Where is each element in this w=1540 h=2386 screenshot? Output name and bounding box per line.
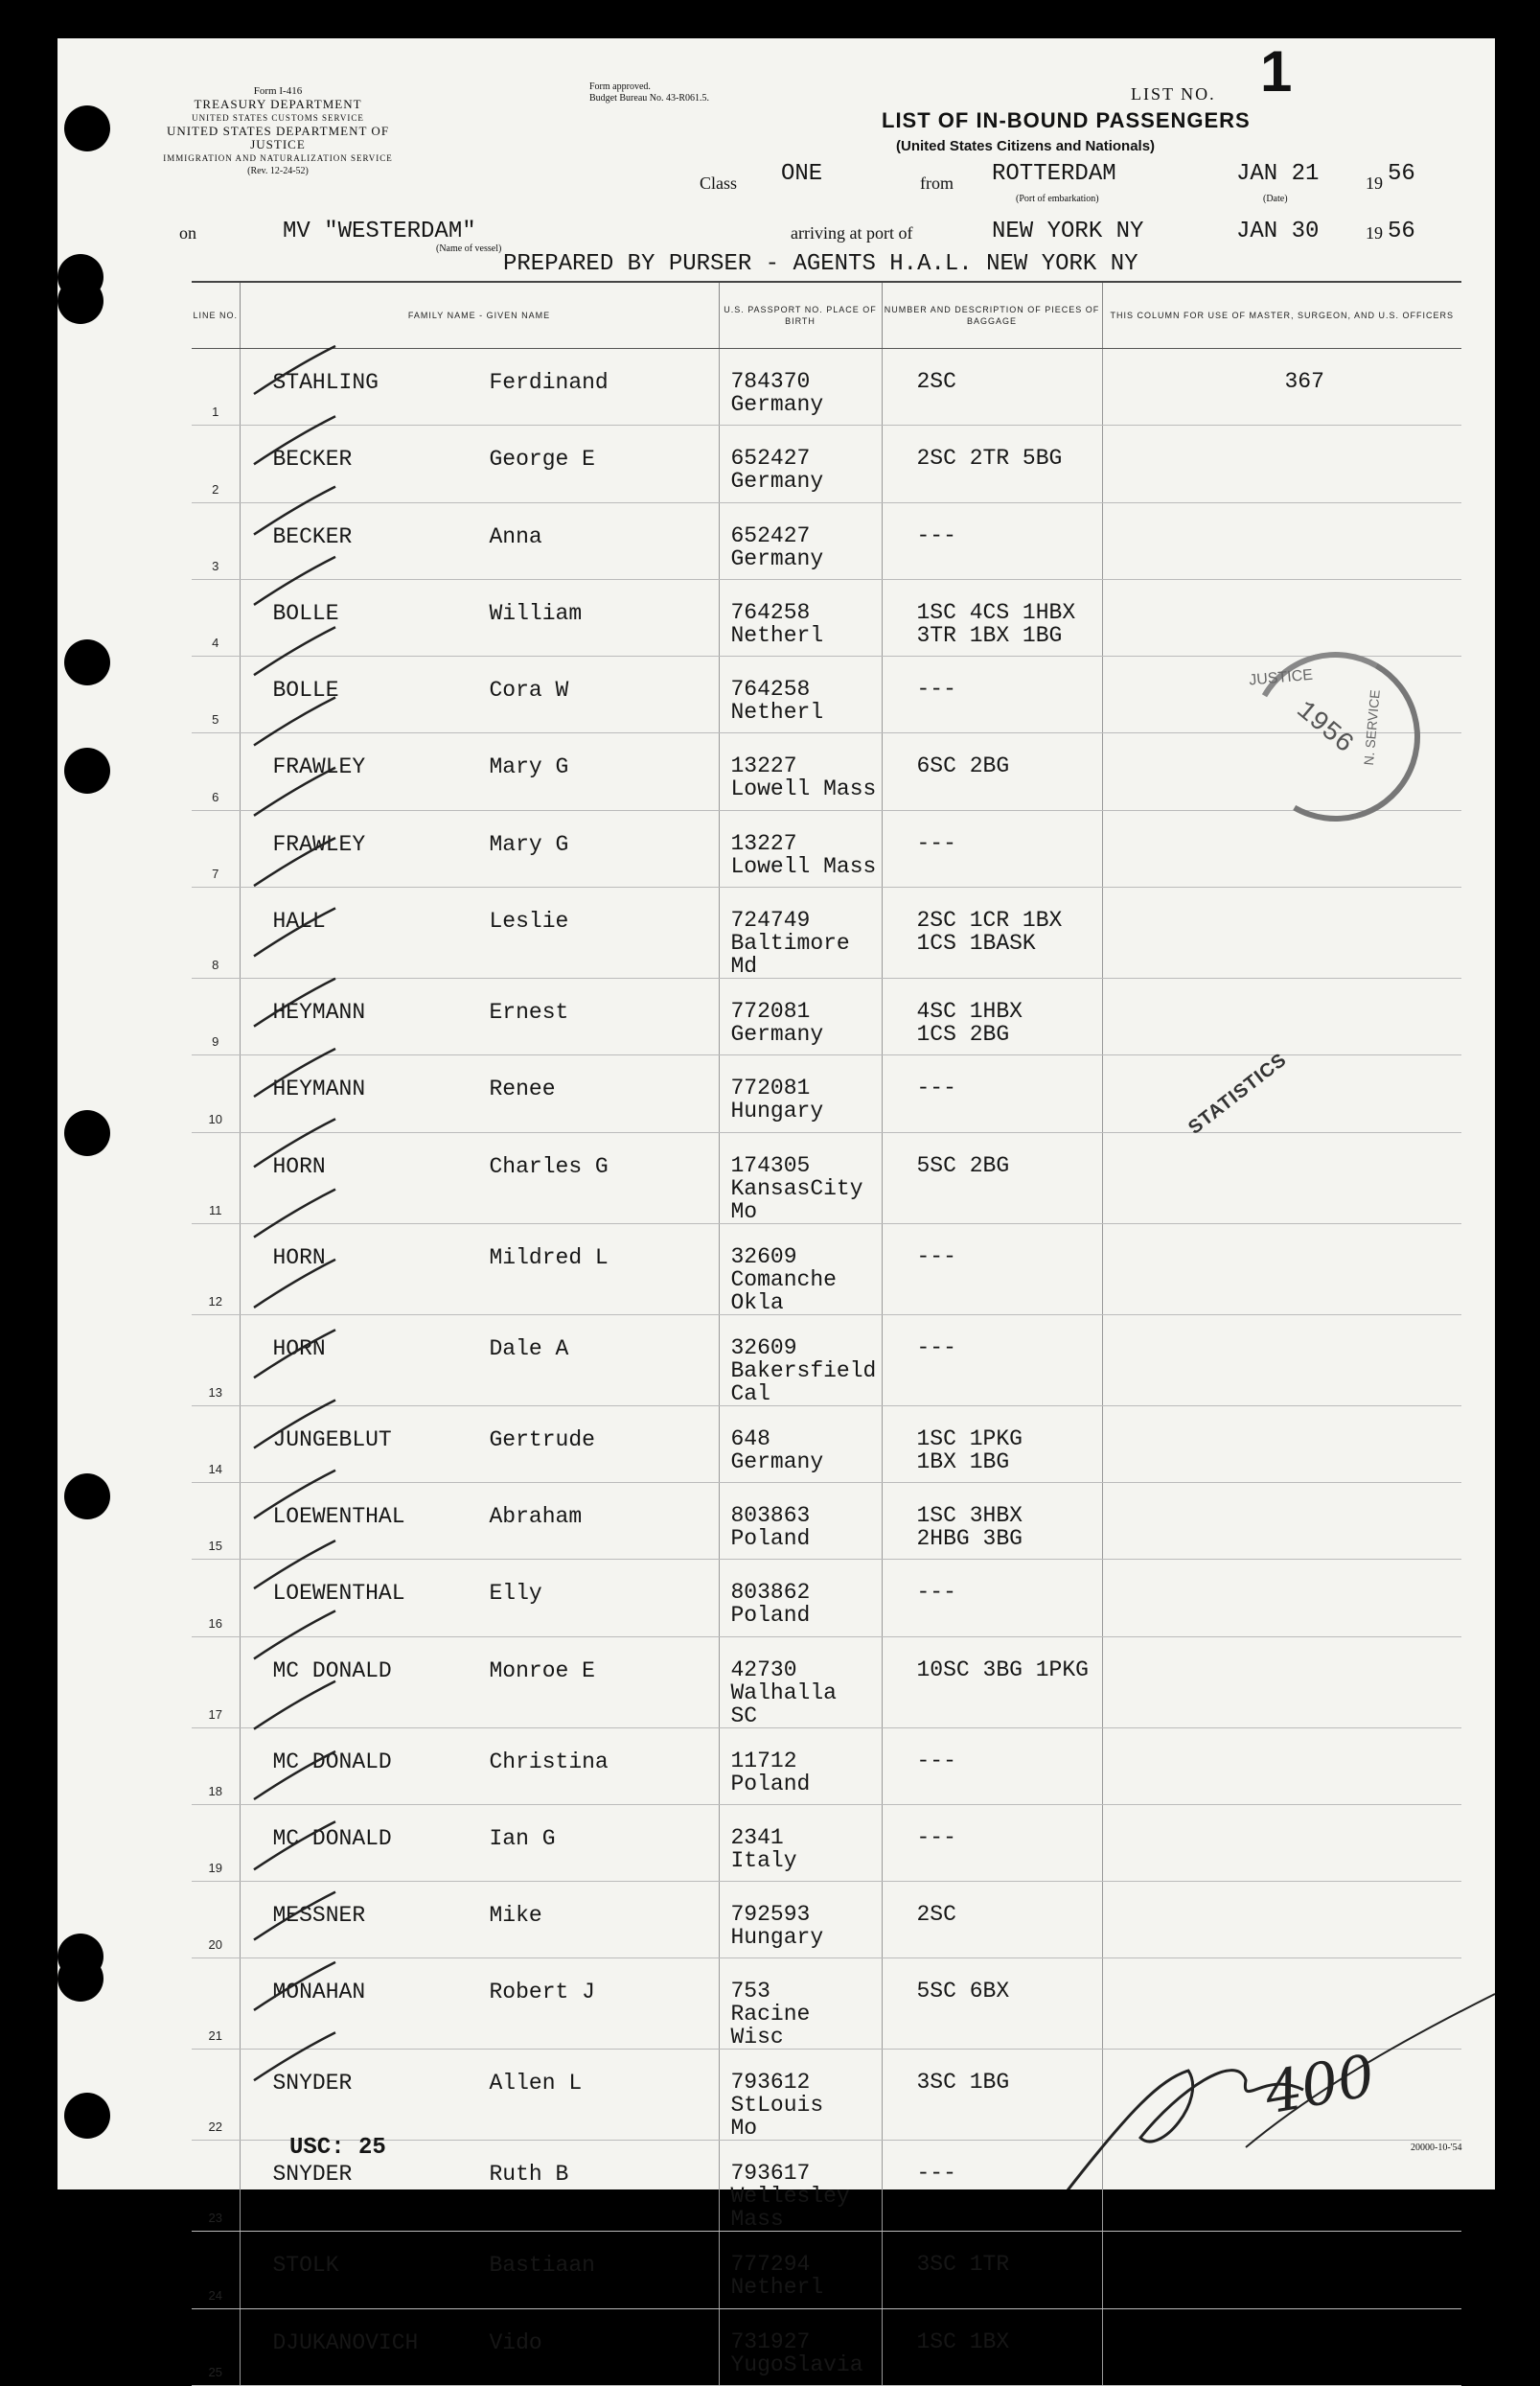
check-mark: [254, 1401, 335, 1448]
family-name: SNYDER: [272, 2071, 353, 2096]
passport-birthplace: 772081 Germany: [730, 999, 824, 1048]
check-mark: [254, 416, 335, 464]
line-number: 13: [192, 1314, 240, 1405]
on-label: on: [179, 223, 196, 243]
passport-birthplace: 648 Germany: [730, 1425, 824, 1474]
passport-birthplace: 753 Racine Wisc: [730, 1979, 811, 2050]
officer-cell: [1102, 2232, 1461, 2308]
stamp-year: 1956: [1290, 695, 1359, 760]
check-mark: [254, 768, 335, 816]
family-name: LOEWENTHAL: [272, 1503, 405, 1529]
baggage-description: ---: [916, 1824, 956, 1850]
baggage-description: ---: [916, 522, 956, 548]
family-name: HALL: [272, 909, 326, 935]
vessel-name: MV "WESTERDAM": [283, 219, 476, 244]
manifest-sheet: [57, 38, 1495, 2380]
passport-birthplace: 11712 Poland: [730, 1748, 811, 1796]
justice-department: UNITED STATES DEPARTMENT OF JUSTICE: [166, 124, 390, 151]
given-name: Renee: [489, 1077, 556, 1102]
baggage-description: ---: [916, 1334, 956, 1360]
line-number: 11: [192, 1132, 240, 1223]
baggage-description: 1SC 1BX: [916, 2328, 1010, 2354]
given-name: Mildred L: [489, 1244, 609, 1270]
given-name: Anna: [489, 523, 542, 549]
passport-birthplace: 764258 Netherl: [730, 677, 824, 726]
family-name: HORN: [272, 1153, 326, 1179]
given-name: Bastiaan: [489, 2253, 595, 2279]
column-header-line: LINE NO.: [192, 282, 240, 349]
form-code: 20000-10-'54: [1411, 2143, 1462, 2153]
vessel-caption: (Name of vessel): [436, 243, 502, 254]
line-number: 9: [192, 979, 240, 1055]
family-name: HORN: [272, 1244, 326, 1270]
column-header-name: FAMILY NAME - GIVEN NAME: [240, 282, 719, 349]
line-number: 6: [192, 733, 240, 810]
prepared-by: PREPARED BY PURSER - AGENTS H.A.L. NEW YORK NY: [503, 251, 1138, 277]
check-mark: [254, 1190, 335, 1238]
passport-birthplace: 13227 Lowell Mass: [730, 753, 877, 802]
given-name: Mike: [489, 1903, 542, 1929]
line-number: 24: [192, 2232, 240, 2308]
year1-suffix: 56: [1388, 161, 1415, 187]
baggage-cell: [882, 2308, 1102, 2385]
given-name: Vido: [489, 2329, 542, 2355]
given-name: Abraham: [489, 1503, 583, 1529]
passport-birthplace: 731927 YugoSlavia: [730, 2328, 863, 2377]
baggage-description: ---: [916, 1748, 956, 1773]
baggage-description: 5SC 2BG: [916, 1152, 1010, 1178]
family-name: HEYMANN: [272, 1077, 366, 1102]
family-name: STAHLING: [272, 370, 379, 395]
form-number: Form I-416: [253, 85, 303, 97]
check-mark: [254, 1821, 335, 1869]
given-name: Ian G: [489, 1825, 556, 1851]
budget-bureau: Budget Bureau No. 43-R061.5.: [589, 93, 709, 104]
given-name: Ruth B: [489, 2162, 569, 2188]
year2-suffix: 56: [1388, 219, 1415, 244]
family-name: FRAWLEY: [272, 754, 366, 780]
signature-stroke: [1246, 1994, 1495, 2147]
column-header-passport: U.S. PASSPORT NO. PLACE OF BIRTH: [719, 282, 882, 349]
passport-cell: [719, 2232, 882, 2308]
baggage-description: 4SC 1HBX 1CS 2BG: [916, 999, 1023, 1048]
given-name: Elly: [489, 1581, 542, 1607]
officer-cell: [1102, 2308, 1461, 2385]
year2-prefix: 19: [1366, 223, 1383, 243]
from-label: from: [920, 174, 954, 193]
arriving-label: arriving at port of: [791, 223, 913, 243]
passport-birthplace: 803863 Poland: [730, 1502, 811, 1551]
family-name: MC DONALD: [272, 1749, 392, 1774]
passport-birthplace: 652427 Germany: [730, 446, 824, 495]
name-cell: [240, 2232, 719, 2308]
passport-birthplace: 32609 Comanche Okla: [730, 1243, 837, 1315]
family-name: HEYMANN: [272, 1000, 366, 1026]
baggage-description: 3SC 1BG: [916, 2070, 1010, 2096]
line-number: 25: [192, 2308, 240, 2385]
given-name: Mary G: [489, 831, 569, 857]
check-mark: [254, 1540, 335, 1588]
family-name: MC DONALD: [272, 1825, 392, 1851]
baggage-description: 2SC: [916, 369, 956, 394]
passport-cell: [719, 2308, 882, 2385]
family-name: FRAWLEY: [272, 831, 366, 857]
given-name: Robert J: [489, 1980, 595, 2005]
check-mark: [254, 1962, 335, 2010]
given-name: George E: [489, 447, 595, 473]
passport-birthplace: 784370 Germany: [730, 369, 824, 417]
given-name: Ferdinand: [489, 370, 609, 395]
baggage-description: ---: [916, 2161, 956, 2187]
embarkation-date: JAN 21: [1236, 161, 1320, 187]
list-title: LIST OF IN-BOUND PASSENGERS: [882, 108, 1251, 132]
line-number: 21: [192, 1958, 240, 2050]
given-name: Dale A: [489, 1335, 569, 1361]
baggage-description: 1SC 3HBX 2HBG 3BG: [916, 1502, 1023, 1551]
given-name: Christina: [489, 1749, 609, 1774]
line-number: 1: [192, 349, 240, 426]
customs-service: UNITED STATES CUSTOMS SERVICE: [192, 113, 364, 123]
given-name: Charles G: [489, 1153, 609, 1179]
baggage-description: 2SC 1CR 1BX 1CS 1BASK: [916, 908, 1063, 957]
from-port-value: ROTTERDAM: [992, 161, 1116, 187]
passport-birthplace: 13227 Lowell Mass: [730, 830, 877, 879]
check-mark: [254, 1681, 335, 1729]
list-subtitle: (United States Citizens and Nationals): [896, 138, 1156, 154]
passport-birthplace: 793612 StLouis Mo: [730, 2070, 824, 2142]
line-number: 4: [192, 579, 240, 656]
check-mark: [254, 1892, 335, 1940]
passport-birthplace: 32609 Bakersfield Cal: [730, 1334, 877, 1406]
passport-birthplace: 764258 Netherl: [730, 599, 824, 648]
family-name: MC DONALD: [272, 1657, 392, 1683]
family-name: MESSNER: [272, 1903, 366, 1929]
handwritten-marks: [57, 38, 1495, 2189]
given-name: Allen L: [489, 2071, 583, 2096]
check-mark: [254, 1049, 335, 1097]
passport-birthplace: 803862 Poland: [730, 1580, 811, 1629]
baggage-description: ---: [916, 830, 956, 856]
passport-birthplace: 174305 KansasCity Mo: [730, 1152, 863, 1224]
check-mark: [254, 908, 335, 956]
arrival-port: NEW YORK NY: [992, 219, 1144, 244]
line-number: 16: [192, 1560, 240, 1636]
baggage-description: 3SC 1TR: [916, 2252, 1010, 2278]
given-name: Cora W: [489, 678, 569, 704]
family-name: DJUKANOVICH: [272, 2329, 419, 2355]
check-marks: [254, 346, 335, 2080]
given-name: William: [489, 600, 583, 626]
baggage-description: 2SC 2TR 5BG: [916, 446, 1063, 472]
line-number: 5: [192, 657, 240, 733]
line-number: 23: [192, 2141, 240, 2232]
list-number: 1: [1260, 39, 1293, 104]
treasury-department: TREASURY DEPARTMENT: [194, 97, 362, 111]
passport-birthplace: 772081 Hungary: [730, 1076, 824, 1124]
baggage-description: 2SC: [916, 1902, 956, 1928]
column-header-officers: THIS COLUMN FOR USE OF MASTER, SURGEON, AND U.S. OFFICERS: [1102, 282, 1461, 349]
statistics-stamp: STATISTICS: [1184, 1049, 1292, 1139]
baggage-description: ---: [916, 1243, 956, 1269]
baggage-description: 10SC 3BG 1PKG: [916, 1656, 1089, 1682]
officer-note: [1103, 2309, 1462, 2330]
line-number: 8: [192, 888, 240, 979]
family-name: BOLLE: [272, 600, 339, 626]
immigration-service: IMMIGRATION AND NATURALIZATION SERVICE: [163, 153, 393, 163]
baggage-description: ---: [916, 1580, 956, 1606]
check-mark: [254, 1119, 335, 1167]
family-name: BECKER: [272, 447, 353, 473]
table-row: [192, 2232, 1461, 2308]
check-mark: [254, 627, 335, 675]
check-mark: [254, 1610, 335, 1658]
line-number: 17: [192, 1636, 240, 1727]
baggage-description: ---: [916, 677, 956, 703]
given-name: Gertrude: [489, 1426, 595, 1452]
passport-birthplace: 652427 Germany: [730, 522, 824, 571]
column-header-baggage: NUMBER AND DESCRIPTION OF PIECES OF BAGGAGE: [882, 282, 1102, 349]
stamp-top-text: JUSTICE: [1248, 666, 1314, 689]
check-mark: [254, 2032, 335, 2080]
line-number: 22: [192, 2050, 240, 2141]
stamp-side-text: N. SERVICE: [1360, 688, 1383, 766]
passport-birthplace: 792593 Hungary: [730, 1902, 824, 1951]
class-label: Class: [700, 174, 738, 193]
check-mark: [254, 557, 335, 605]
revision-date: (Rev. 12-24-52): [247, 166, 309, 176]
name-cell: [240, 2308, 719, 2385]
family-name: BECKER: [272, 523, 353, 549]
given-name: Leslie: [489, 909, 569, 935]
check-mark: [254, 1330, 335, 1378]
line-number: 20: [192, 1882, 240, 1958]
given-name: Monroe E: [489, 1657, 595, 1683]
line-number: 2: [192, 426, 240, 502]
class-value: ONE: [781, 161, 823, 187]
passport-birthplace: 2341 Italy: [730, 1824, 797, 1873]
line-number: 12: [192, 1223, 240, 1314]
officer-note: [1103, 2232, 1462, 2253]
family-name: STOLK: [272, 2253, 339, 2279]
line-number: 19: [192, 1804, 240, 1881]
line-number: 7: [192, 810, 240, 887]
family-name: SNYDER: [272, 2162, 353, 2188]
line-number: 14: [192, 1405, 240, 1482]
check-mark: [254, 979, 335, 1027]
port-of-embarkation-caption: (Port of embarkation): [1016, 194, 1099, 204]
check-mark: [254, 346, 335, 394]
arrival-date: JAN 30: [1236, 219, 1320, 244]
baggage-cell: [882, 2232, 1102, 2308]
family-name: MONAHAN: [272, 1980, 366, 2005]
given-name: Mary G: [489, 754, 569, 780]
check-mark: [254, 1471, 335, 1518]
family-name: HORN: [272, 1335, 326, 1361]
line-number: 3: [192, 502, 240, 579]
check-mark: [254, 1260, 335, 1308]
check-mark: [254, 487, 335, 535]
check-mark: [254, 698, 335, 746]
baggage-description: 5SC 6BX: [916, 1979, 1010, 2004]
date-caption: (Date): [1263, 194, 1288, 204]
form-approved: Form approved.: [589, 81, 651, 92]
baggage-description: 1SC 1PKG 1BX 1BG: [916, 1425, 1023, 1474]
check-mark: [254, 838, 335, 886]
officer-note: 367: [1284, 369, 1324, 394]
line-number: 15: [192, 1482, 240, 1559]
passport-birthplace: 777294 Netherl: [730, 2252, 824, 2301]
line-number: 10: [192, 1055, 240, 1132]
year1-prefix: 19: [1366, 174, 1383, 193]
passport-birthplace: 724749 Baltimore Md: [730, 908, 850, 980]
check-mark: [254, 1751, 335, 1799]
given-name: Ernest: [489, 1000, 569, 1026]
handwritten-number: 400: [1259, 2042, 1380, 2128]
family-name: BOLLE: [272, 678, 339, 704]
baggage-description: 6SC 2BG: [916, 753, 1010, 779]
list-label: LIST NO.: [1131, 84, 1216, 104]
passport-birthplace: 793617 Wellesley Mass: [730, 2161, 850, 2233]
baggage-description: ---: [916, 1076, 956, 1101]
passport-birthplace: 42730 Walhalla SC: [730, 1656, 837, 1728]
line-number: 18: [192, 1727, 240, 1804]
table-row: [192, 2308, 1461, 2385]
baggage-description: 1SC 4CS 1HBX 3TR 1BX 1BG: [916, 599, 1076, 648]
family-name: JUNGEBLUT: [272, 1426, 392, 1452]
usc-total: USC: 25: [289, 2135, 386, 2161]
family-name: LOEWENTHAL: [272, 1581, 405, 1607]
